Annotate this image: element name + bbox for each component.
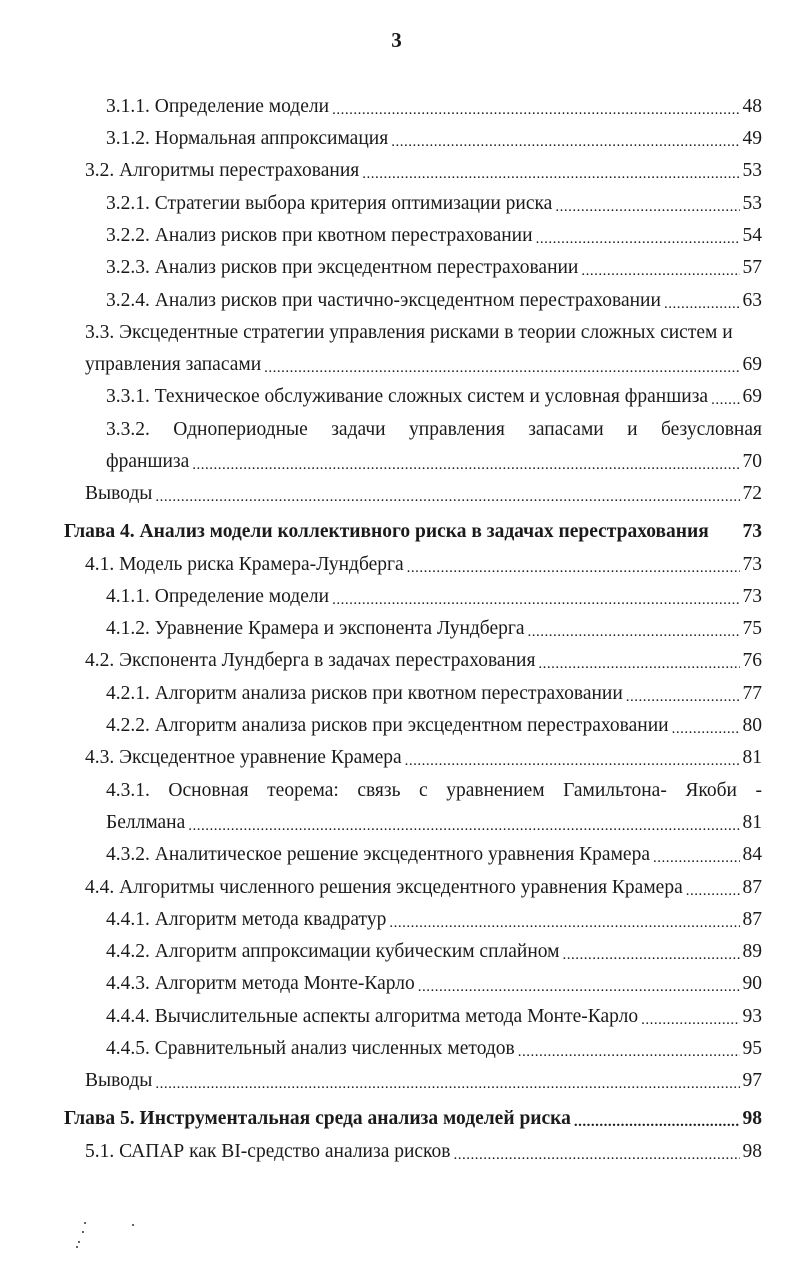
page-number: 3 (391, 28, 402, 52)
toc-entry-4-4-2: 4.4.2. Алгоритм аппроксимации кубическим сплайном ..... 89 (106, 939, 762, 965)
toc-entry-4-1-1: 4.1.1. Определение модели ..... 73 (106, 584, 762, 610)
toc-entry-4-3-2: 4.3.2. Аналитическое решение эксцедентного уравнения Крамера ..... 84 (106, 842, 762, 868)
toc-entry-4-4: 4.4. Алгоритмы численного решения эксцедентного уравнения Крамера ..... 87 (85, 875, 762, 901)
toc-chapter-5: Глава 5. Инструментальная среда анализа моделей риска ..... 98 (64, 1106, 762, 1132)
toc-entry-4-2: 4.2. Экспонента Лундберга в задачах перестрахования ..... 76 (85, 648, 762, 674)
toc-entry-4-2-2: 4.2.2. Алгоритм анализа рисков при эксцедентном перестраховании ..... 80 (106, 713, 762, 739)
toc-entry-4-1-2: 4.1.2. Уравнение Крамера и экспонента Лундберга ..... 75 (106, 616, 762, 642)
toc-entry-3-3-line1: 3.3. Эксцедентные стратегии управления рисками в теории сложных систем и (85, 322, 733, 343)
toc-entry-3-1-1: 3.1.1. Определение модели ..... 48 (106, 94, 762, 120)
toc-entry-4-4-5: 4.4.5. Сравнительный анализ численных методов ..... 95 (106, 1036, 762, 1062)
toc-entry-3-3-2-line1: 3.3.2. Однопериодные задачи управления запасами и безусловная (106, 419, 762, 440)
toc-entry-3-1-2: 3.1.2. Нормальная аппроксимация ..... 49 (106, 126, 762, 152)
toc-entry-4-4-3: 4.4.3. Алгоритм метода Монте-Карло ..... 90 (106, 971, 762, 997)
toc-entry-4-4-4: 4.4.4. Вычислительные аспекты алгоритма метода Монте-Карло ..... 93 (106, 1004, 762, 1030)
toc-entry-5-1: 5.1. САПАР как BI-средство анализа рисков ..... 98 (85, 1139, 762, 1165)
toc-entry-4-3-1: Беллмана ..... 81 (106, 810, 762, 836)
toc-entry-3-2-3: 3.2.3. Анализ рисков при эксцедентном перестраховании ..... 57 (106, 255, 762, 281)
toc-entry-4-3: 4.3. Эксцедентное уравнение Крамера ..... 81 (85, 745, 762, 771)
toc-entry-3-2-1: 3.2.1. Стратегии выбора критерия оптимизации риска ..... 53 (106, 191, 762, 217)
toc-chapter-4: Глава 4. Анализ модели коллективного риска в задачах перестрахования 73 (64, 521, 762, 542)
toc-entry-3-2-2: 3.2.2. Анализ рисков при квотном перестраховании ..... 54 (106, 223, 762, 249)
toc-entry-4-2-1: 4.2.1. Алгоритм анализа рисков при квотном перестраховании ..... 77 (106, 681, 762, 707)
toc-entry-4-4-1: 4.4.1. Алгоритм метода квадратур ..... 87 (106, 907, 762, 933)
toc-entry-conclusions-4: Выводы ..... 97 (85, 1068, 762, 1094)
toc-entry-3-3: управления запасами ..... 69 (85, 352, 762, 378)
toc-entry-3-3-1: 3.3.1. Техническое обслуживание сложных систем и условная франшиза ..... 69 (106, 384, 762, 410)
toc-entry-4-1: 4.1. Модель риска Крамера-Лундберга ..... 73 (85, 552, 762, 578)
toc-entry-4-3-1-line1: 4.3.1. Основная теорема: связь с уравнением Гамильтона- Якоби - (106, 780, 762, 801)
toc-entry-3-2-4: 3.2.4. Анализ рисков при частично-эксцедентном перестраховании ..... 63 (106, 288, 762, 314)
toc-entry-conclusions-3: Выводы ..... 72 (85, 481, 762, 507)
toc-entry-3-3-2: франшиза ..... 70 (106, 449, 762, 475)
toc-entry-3-2: 3.2. Алгоритмы перестрахования ..... 53 (85, 158, 762, 184)
